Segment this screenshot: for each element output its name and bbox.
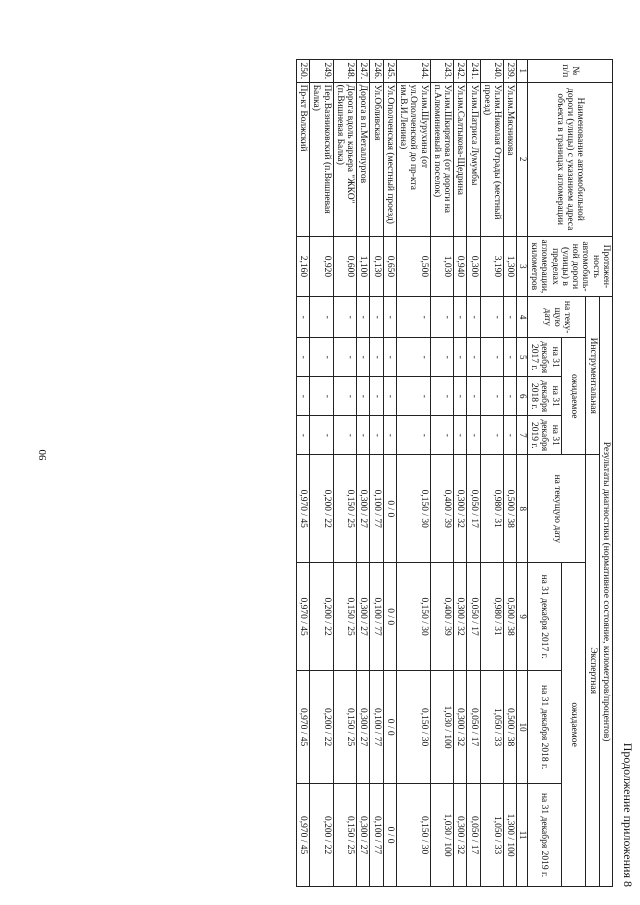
- header-instr-2017: на 31 декабря 2017 г.: [528, 338, 562, 377]
- road-length: 3,190: [480, 236, 504, 296]
- expert-current: 0,970 / 45: [296, 455, 309, 563]
- instr-2018: -: [333, 377, 357, 416]
- table-row: [383, 60, 396, 887]
- instr-2019: -: [396, 416, 430, 455]
- expert-2018: 1,050 / 33: [480, 671, 504, 784]
- row-number: 247.: [357, 60, 370, 83]
- expert-2017: 0,980 / 31: [480, 563, 504, 671]
- header-instr-expected: ожидаемое: [561, 338, 586, 455]
- expert-2017: 0,200 / 22: [310, 563, 334, 671]
- expert-2018: 0,200 / 22: [310, 671, 334, 784]
- instr-2017: -: [480, 338, 504, 377]
- column-number: 5: [517, 338, 528, 377]
- road-name: Дорога в п.Металлургов: [357, 82, 370, 236]
- expert-2018: 0,100 / 77: [370, 671, 383, 784]
- road-name: Ул.им.Патриса Лумумбы: [467, 82, 480, 236]
- expert-current: 0,150 / 25: [333, 455, 357, 563]
- table-row: [310, 60, 334, 887]
- instr-2018: -: [480, 377, 504, 416]
- row-number: 244.: [396, 60, 430, 83]
- expert-2017: 0,970 / 45: [296, 563, 309, 671]
- expert-current: 0,300 / 32: [454, 455, 467, 563]
- road-length: 0,940: [454, 236, 467, 296]
- expert-2018: 0,500 / 38: [504, 671, 517, 784]
- road-length: 2,160: [296, 236, 309, 296]
- instr-current: -: [310, 297, 334, 338]
- table-row: [480, 60, 504, 887]
- header-exp-2019: на 31 декабря 2019 г.: [528, 784, 562, 887]
- instr-2019: -: [310, 416, 334, 455]
- row-number: 241.: [467, 60, 480, 83]
- row-number: 246.: [370, 60, 383, 83]
- road-name: Ул.им.Шкирятова (от дороги на п.Алюминиевый в поселок): [430, 82, 454, 236]
- instr-2019: -: [333, 416, 357, 455]
- expert-2019: 0,150 / 25: [333, 784, 357, 887]
- header-name: Наименование автомобильной дороги (улицы) с указанием адреса объекта в границах агломерации: [528, 82, 613, 236]
- instr-2019: -: [480, 416, 504, 455]
- expert-2019: 0,300 / 27: [357, 784, 370, 887]
- row-number: 250.: [296, 60, 309, 83]
- row-number: 245.: [383, 60, 396, 83]
- instr-current: -: [357, 297, 370, 338]
- expert-2018: 0,970 / 45: [296, 671, 309, 784]
- row-number: 243.: [430, 60, 454, 83]
- row-number: 240.: [480, 60, 504, 83]
- instr-2017: -: [357, 338, 370, 377]
- expert-2018: 0,150 / 30: [396, 671, 430, 784]
- instr-2018: -: [430, 377, 454, 416]
- road-name: Ул.им.Салтыкова-Щедрина: [454, 82, 467, 236]
- row-number: 239.: [504, 60, 517, 83]
- instr-2017: -: [454, 338, 467, 377]
- header-instr-current: на теку-щую дату: [528, 297, 587, 338]
- road-length: 0,600: [333, 236, 357, 296]
- road-name: Ул.Ополченская (местный проезд): [383, 82, 396, 236]
- expert-2017: 0,400 / 39: [430, 563, 454, 671]
- expert-2019: 1,050 / 33: [480, 784, 504, 887]
- table-row: [467, 60, 480, 887]
- instr-2017: -: [430, 338, 454, 377]
- row-number: 249.: [310, 60, 334, 83]
- column-number: 7: [517, 416, 528, 455]
- row-number: 248.: [333, 60, 357, 83]
- expert-current: 0,200 / 22: [310, 455, 334, 563]
- road-name: Дорога вдоль карьера "ЖКО" (п.Вишневая Балка): [333, 82, 357, 236]
- instr-2019: -: [370, 416, 383, 455]
- road-length: 1,100: [357, 236, 370, 296]
- rotated-page: [15, 53, 635, 893]
- expert-current: 0,500 / 38: [504, 455, 517, 563]
- expert-2019: 0,200 / 22: [310, 784, 334, 887]
- header-num: № п/п: [528, 60, 613, 83]
- column-number: 4: [517, 297, 528, 338]
- expert-2018: 0,150 / 25: [333, 671, 357, 784]
- table-row: [396, 60, 430, 887]
- expert-2019: 0,970 / 45: [296, 784, 309, 887]
- instr-2019: -: [454, 416, 467, 455]
- expert-current: 0,400 / 39: [430, 455, 454, 563]
- road-length: 0,130: [370, 236, 383, 296]
- instr-current: -: [467, 297, 480, 338]
- header-expert: Экспертная: [586, 455, 599, 887]
- road-length: 0,300: [467, 236, 480, 296]
- instr-2018: -: [504, 377, 517, 416]
- expert-current: 0,300 / 27: [357, 455, 370, 563]
- expert-2019: 0,300 / 32: [454, 784, 467, 887]
- road-length: 0,650: [383, 236, 396, 296]
- expert-2019: 0,150 / 30: [396, 784, 430, 887]
- road-length: 1,030: [430, 236, 454, 296]
- table-row: [333, 60, 357, 887]
- instr-current: -: [504, 297, 517, 338]
- instr-2017: -: [383, 338, 396, 377]
- expert-2017: 0,100 / 77: [370, 563, 383, 671]
- instr-2017: -: [296, 338, 309, 377]
- column-number: 8: [517, 455, 528, 563]
- road-name: Ул.им.Мясникова: [504, 82, 517, 236]
- expert-2017: 0,300 / 32: [454, 563, 467, 671]
- expert-2019: 1,300 / 100: [504, 784, 517, 887]
- instr-2019: -: [504, 416, 517, 455]
- instr-2017: -: [310, 338, 334, 377]
- expert-2018: 0,300 / 32: [454, 671, 467, 784]
- instr-2017: -: [370, 338, 383, 377]
- road-length: 0,920: [310, 236, 334, 296]
- expert-current: 0,100 / 77: [370, 455, 383, 563]
- column-number-row: [517, 60, 528, 887]
- table-row: [454, 60, 467, 887]
- road-name: Пер.Вазниковский (п.Вишневая Балка): [310, 82, 334, 236]
- header-instr-2019: на 31 декабря 2019 г.: [528, 416, 562, 455]
- road-name: Пр-кт Волжский: [296, 82, 309, 236]
- expert-current: 0,980 / 31: [480, 455, 504, 563]
- header-exp-current: на текущую дату: [528, 455, 587, 563]
- instr-2018: -: [310, 377, 334, 416]
- instr-2018: -: [467, 377, 480, 416]
- expert-2017: 0,050 / 17: [467, 563, 480, 671]
- header-results: Результаты диагностики (нормативное состояние, километров/процентов): [599, 297, 612, 887]
- header-exp-2017: на 31 декабря 2017 г.: [528, 563, 562, 671]
- expert-2017: 0,500 / 38: [504, 563, 517, 671]
- row-number: 242.: [454, 60, 467, 83]
- instr-current: -: [454, 297, 467, 338]
- appendix-caption: Продолжение приложения 8: [621, 742, 635, 887]
- instr-current: -: [370, 297, 383, 338]
- instr-2019: -: [296, 416, 309, 455]
- instr-2017: -: [396, 338, 430, 377]
- expert-2018: 0,300 / 27: [357, 671, 370, 784]
- column-number: 2: [517, 82, 528, 236]
- expert-2017: 0 / 0: [383, 563, 396, 671]
- expert-current: 0,150 / 30: [396, 455, 430, 563]
- expert-2019: 0,050 / 17: [467, 784, 480, 887]
- table-row: [296, 60, 309, 887]
- instr-2018: -: [357, 377, 370, 416]
- expert-2019: 0,100 / 77: [370, 784, 383, 887]
- expert-2018: 1,030 / 100: [430, 671, 454, 784]
- expert-2019: 1,030 / 100: [430, 784, 454, 887]
- instr-2018: -: [383, 377, 396, 416]
- instr-2017: -: [333, 338, 357, 377]
- header-instrumental: Инструментальная: [586, 297, 599, 455]
- column-number: 9: [517, 563, 528, 671]
- expert-2017: 0,150 / 30: [396, 563, 430, 671]
- instr-current: -: [480, 297, 504, 338]
- expert-current: 0 / 0: [383, 455, 396, 563]
- header-length: Протяжен-ность автомобиль-ной дороги (улицы) в пределах агломерации, километров: [528, 236, 613, 296]
- table-row: [370, 60, 383, 887]
- instr-current: -: [383, 297, 396, 338]
- table-row: [357, 60, 370, 887]
- page-number: 90: [37, 449, 49, 461]
- header-instr-2018: на 31 декабря 2018 г.: [528, 377, 562, 416]
- instr-2019: -: [467, 416, 480, 455]
- column-number: 10: [517, 671, 528, 784]
- table-row: [430, 60, 454, 887]
- expert-2017: 0,300 / 27: [357, 563, 370, 671]
- road-name: Ул.им.Николая Отрады (местный проезд): [480, 82, 504, 236]
- column-number: 3: [517, 236, 528, 296]
- road-length: 1,300: [504, 236, 517, 296]
- instr-2019: -: [357, 416, 370, 455]
- road-name: Ул.им.Шурухина (от ул.Ополченской до пр-кта им.В.И.Ленина): [396, 82, 430, 236]
- table-body: [296, 60, 517, 887]
- header-exp-expected: ожидаемое: [561, 563, 586, 887]
- column-number: 1: [517, 60, 528, 83]
- instr-current: -: [333, 297, 357, 338]
- instr-2019: -: [383, 416, 396, 455]
- instr-2018: -: [296, 377, 309, 416]
- instr-2017: -: [504, 338, 517, 377]
- instr-2017: -: [467, 338, 480, 377]
- instr-2018: -: [396, 377, 430, 416]
- road-name: Ул.Обливская: [370, 82, 383, 236]
- column-number: 6: [517, 377, 528, 416]
- instr-current: -: [296, 297, 309, 338]
- expert-current: 0,050 / 17: [467, 455, 480, 563]
- instr-2019: -: [430, 416, 454, 455]
- table-row: [504, 60, 517, 887]
- expert-2017: 0,150 / 25: [333, 563, 357, 671]
- instr-2018: -: [454, 377, 467, 416]
- instr-current: -: [430, 297, 454, 338]
- instr-2018: -: [370, 377, 383, 416]
- column-number: 11: [517, 784, 528, 887]
- road-length: 0,500: [396, 236, 430, 296]
- expert-2019: 0 / 0: [383, 784, 396, 887]
- instr-current: -: [396, 297, 430, 338]
- expert-2018: 0,050 / 17: [467, 671, 480, 784]
- header-exp-2018: на 31 декабря 2018 г.: [528, 671, 562, 784]
- expert-2018: 0 / 0: [383, 671, 396, 784]
- diagnostics-table: [296, 59, 613, 887]
